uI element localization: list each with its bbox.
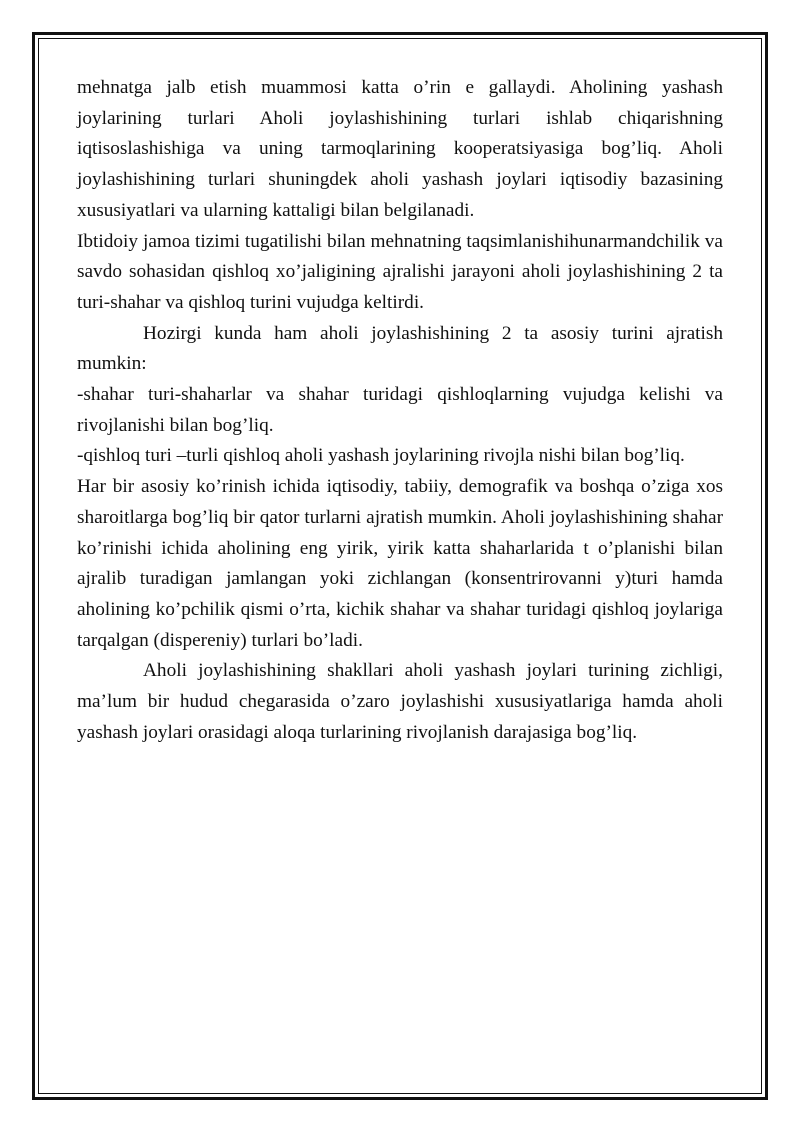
- paragraph-6: Har bir asosiy ko’rinish ichida iqtisodiy, tabiiy, demografik va boshqa o’ziga xos sharoitlarga bog’liq bir qator turlarni ajratish mumkin. Aholi joylashishining shahar ko’rinishi ichida aholining eng yirik, yirik katta shaharlarida t o’planishi bilan ajralib turadigan jamlangan yoki zichlangan (konsentrirovanni y)turi hamda aholining ko’pchilik qismi o’rta, kichik shahar va shahar turidagi qishloq joylariga tarqalgan (dispereniy) turlari bo’ladi.: [77, 476, 723, 651]
- document-body: [77, 73, 723, 748]
- paragraph-1: mehnatga jalb etish muammosi katta o’rin e gallaydi. Aholining yashash joylarining turlari Aholi joylashishining turlari ishlab chiqarishning iqtisoslashishiga va uning tarmoqlarining kooperatsiyasiga bog’liq. Aholi joylashishining turlari shuningdek aholi yashash joylari iqtisodiy bazasining xususiyatlari va ularning kattaligi bilan belgilanadi.: [77, 77, 723, 221]
- paragraph-2: Ibtidoiy jamoa tizimi tugatilishi bilan mehnatning taqsimlanishihunarmandchilik va savdo sohasidan qishloq xo’jaligining ajralishi jarayoni aholi joylashishining 2 ta turi-shahar va qishloq turini vujudga keltirdi.: [77, 230, 723, 313]
- paragraph-5: -qishloq turi –turli qishloq aholi yashash joylarining rivojla nishi bilan bog’liq.: [77, 445, 685, 467]
- paragraph-7: Aholi joylashishining shakllari aholi yashash joylari turining zichligi, ma’lum bir hudud chegarasida o’zaro joylashishi xususiyatlariga hamda aholi yashash joylari orasidagi aloqa turlarining rivojlanish darajasiga bog’liq.: [77, 660, 723, 743]
- paragraph-3: Hozirgi kunda ham aholi joylashishining 2 ta asosiy turini ajratish mumkin:: [77, 322, 723, 375]
- paragraph-4: -shahar turi-shaharlar va shahar turidagi qishloqlarning vujudga kelishi va rivojlanishi bilan bog’liq.: [77, 384, 723, 436]
